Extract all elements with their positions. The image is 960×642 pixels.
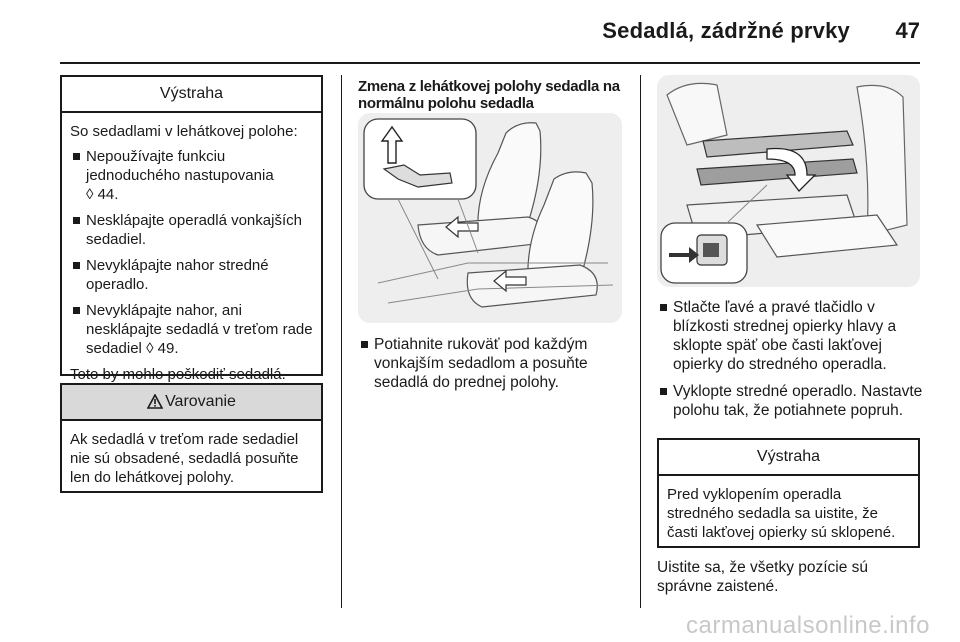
reference-arrow-icon: ◊ — [86, 186, 94, 203]
warning-box-title: Výstraha — [62, 77, 321, 113]
col3-instructions — [657, 298, 925, 428]
header-divider — [60, 62, 920, 64]
list-item: Nesklápajte operadlá vonkajších sedadiel. — [70, 211, 313, 249]
warning-box-2-title: Výstraha — [659, 440, 918, 476]
seat-slide-illustration — [358, 113, 622, 323]
warning-list — [70, 147, 313, 358]
bullet-square-icon — [73, 217, 80, 224]
section-heading: Zmena z lehátkovej polohy sedadla na normálnu polohu sedadla — [358, 78, 620, 112]
caution-box-title: Varovanie — [62, 385, 321, 421]
list-item: Potiahnite rukoväť pod každým vonkajším sedadlom a posuňte sedadlá do prednej polohy. — [358, 335, 628, 392]
warning-box — [60, 75, 323, 383]
page-number: 47 — [895, 18, 920, 43]
bullet-square-icon — [73, 153, 80, 160]
column-divider-1 — [341, 75, 342, 608]
armrest-illustration — [657, 75, 920, 287]
list-item: Nevyklápajte nahor, ani nesklápajte sedadlá v treťom rade sedadiel ◊ 49. — [70, 301, 313, 358]
armrest-figure — [657, 75, 920, 287]
page-reference[interactable]: 49. — [157, 340, 179, 357]
list-item: Nevyklápajte nahor stredné operadlo. — [70, 256, 313, 294]
bullet-square-icon — [361, 341, 368, 348]
list-item: Vyklopte stredné operadlo. Nastavte polohu tak, že potiahnete popruh. — [657, 382, 925, 420]
warning-intro: So sedadlami v lehátkovej polohe: — [70, 123, 298, 140]
bullet-square-icon — [73, 307, 80, 314]
bullet-square-icon — [660, 388, 667, 395]
page-header-title: Sedadlá, zádržné prvky — [602, 18, 850, 43]
col2-instructions — [358, 335, 628, 400]
list-item: Stlačte ľavé a pravé tlačidlo v blízkosti strednej opierky hlavy a sklopte späť obe časti lakťovej opierky do stredného operadla. — [657, 298, 925, 374]
warning-box-body — [62, 113, 321, 394]
closing-text: Uistite sa, že všetky pozície sú správne zaistené. — [657, 559, 869, 595]
seat-slide-figure — [358, 113, 622, 323]
warning-box-2-body: Pred vyklopením operadla stredného sedadla sa uistite, že časti lakťovej opierky sú sklopené. — [667, 486, 896, 541]
list-item: Nepoužívajte funkciu jednoduchého nastupovania ◊ 44. — [70, 147, 313, 204]
page-reference[interactable]: 44. — [97, 186, 119, 203]
watermark: carmanualsonline.info — [686, 612, 930, 639]
bullet-square-icon — [660, 304, 667, 311]
column-divider-2 — [640, 75, 641, 608]
warning-triangle-icon — [147, 394, 163, 409]
caution-box-body: Ak sedadlá v treťom rade sedadiel nie sú obsadené, sedadlá posuňte len do lehátkovej polohy. — [70, 431, 299, 486]
bullet-square-icon — [73, 262, 80, 269]
warning-footer: Toto by mohlo poškodiť sedadlá. — [70, 366, 286, 383]
warning-box-2 — [657, 438, 920, 548]
reference-arrow-icon: ◊ — [146, 340, 154, 357]
caution-box — [60, 383, 323, 493]
